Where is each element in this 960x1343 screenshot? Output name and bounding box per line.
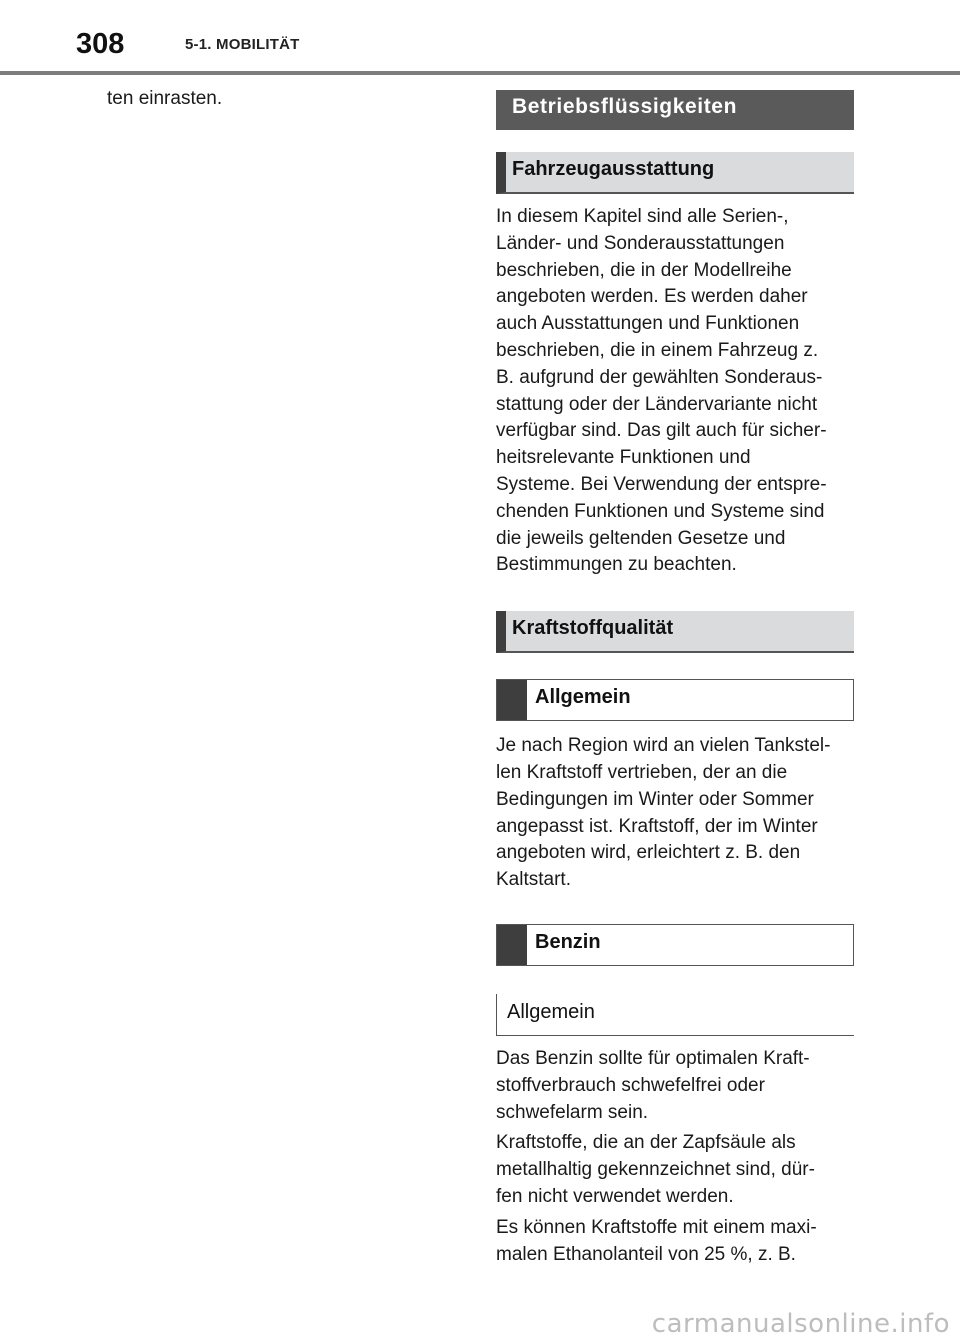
para-line: malen Ethanolanteil von 25 %, z. B. (496, 1243, 796, 1265)
para-line: len Kraftstoff vertrieben, der an die (496, 761, 788, 783)
para-line: Das Benzin sollte für optimalen Kraft- (496, 1047, 810, 1069)
para-line: chenden Funktionen und Systeme sind (496, 500, 825, 522)
heading-marker-block (497, 680, 527, 720)
para-line: die jeweils geltenden Gesetze und (496, 527, 786, 549)
para-line: beschrieben, die in einem Fahrzeug z. (496, 339, 819, 361)
left-column (107, 86, 437, 113)
heading-allgemein-label: Allgemein (535, 686, 631, 709)
para-line: Kaltstart. (496, 869, 571, 891)
para-line: verfügbar sind. Das gilt auch für sicher- (496, 420, 827, 442)
para-line: angeboten werden. Es werden daher (496, 286, 808, 308)
para-line: heitsrelevante Funktionen und (496, 447, 751, 469)
para-line: Systeme. Bei Verwendung der entspre- (496, 473, 827, 495)
benzin-paragraph-2 (496, 1130, 854, 1210)
heading-allgemein (496, 679, 854, 721)
benzin-paragraph-1 (496, 1046, 854, 1126)
para-line: In diesem Kapitel sind alle Serien-, (496, 206, 789, 227)
section-label: 5-1. MOBILITÄT (185, 36, 300, 53)
heading-marker-block (497, 925, 527, 965)
para-line: B. aufgrund der gewählten Sonderaus- (496, 366, 823, 388)
para-line: fen nicht verwendet werden. (496, 1185, 734, 1207)
para-line: angeboten wird, erleichtert z. B. den (496, 842, 801, 864)
heading-fahrzeugausstattung: Fahrzeugausstattung (496, 152, 854, 194)
para-line: Je nach Region wird an vielen Tankstel- (496, 735, 831, 757)
para-line: Bestimmungen zu beachten. (496, 554, 737, 576)
para-line: stattung oder der Ländervariante nicht (496, 393, 818, 415)
heading-benzin (496, 924, 854, 966)
heading-kraftstoffqualitaet: Kraftstoffqualität (496, 611, 854, 653)
page-header (0, 0, 960, 76)
para-line: Bedingungen im Winter oder Sommer (496, 788, 814, 810)
para-line: metallhaltig gekennzeichnet sind, dür- (496, 1159, 815, 1181)
heading-benzin-label: Benzin (535, 930, 601, 953)
left-column-text: ten einrasten. (107, 88, 223, 109)
para-line: Länder- und Sonderausstattungen (496, 232, 785, 254)
para-line: Kraftstoffe, die an der Zapfsäule als (496, 1132, 796, 1154)
para-line: stoffverbrauch schwefelfrei oder (496, 1074, 765, 1096)
page-number: 308 (76, 28, 125, 60)
chapter-title: Betriebsflüssigkeiten (496, 90, 854, 130)
watermark: carmanualsonline.info (651, 1309, 950, 1339)
para-line: schwefelarm sein. (496, 1101, 649, 1123)
subheading-allgemein: Allgemein (496, 994, 854, 1036)
right-column (496, 90, 854, 1268)
para-line: Es können Kraftstoffe mit einem maxi- (496, 1216, 817, 1238)
para-line: beschrieben, die in der Modellreihe (496, 259, 792, 281)
para-line: angepasst ist. Kraftstoff, der im Winter (496, 815, 818, 837)
allgemein-paragraph (496, 733, 854, 894)
para-line: auch Ausstattungen und Funktionen (496, 313, 800, 335)
header-rule (0, 71, 960, 75)
benzin-paragraph-3 (496, 1215, 854, 1269)
fahrzeugausstattung-paragraph (496, 204, 854, 579)
